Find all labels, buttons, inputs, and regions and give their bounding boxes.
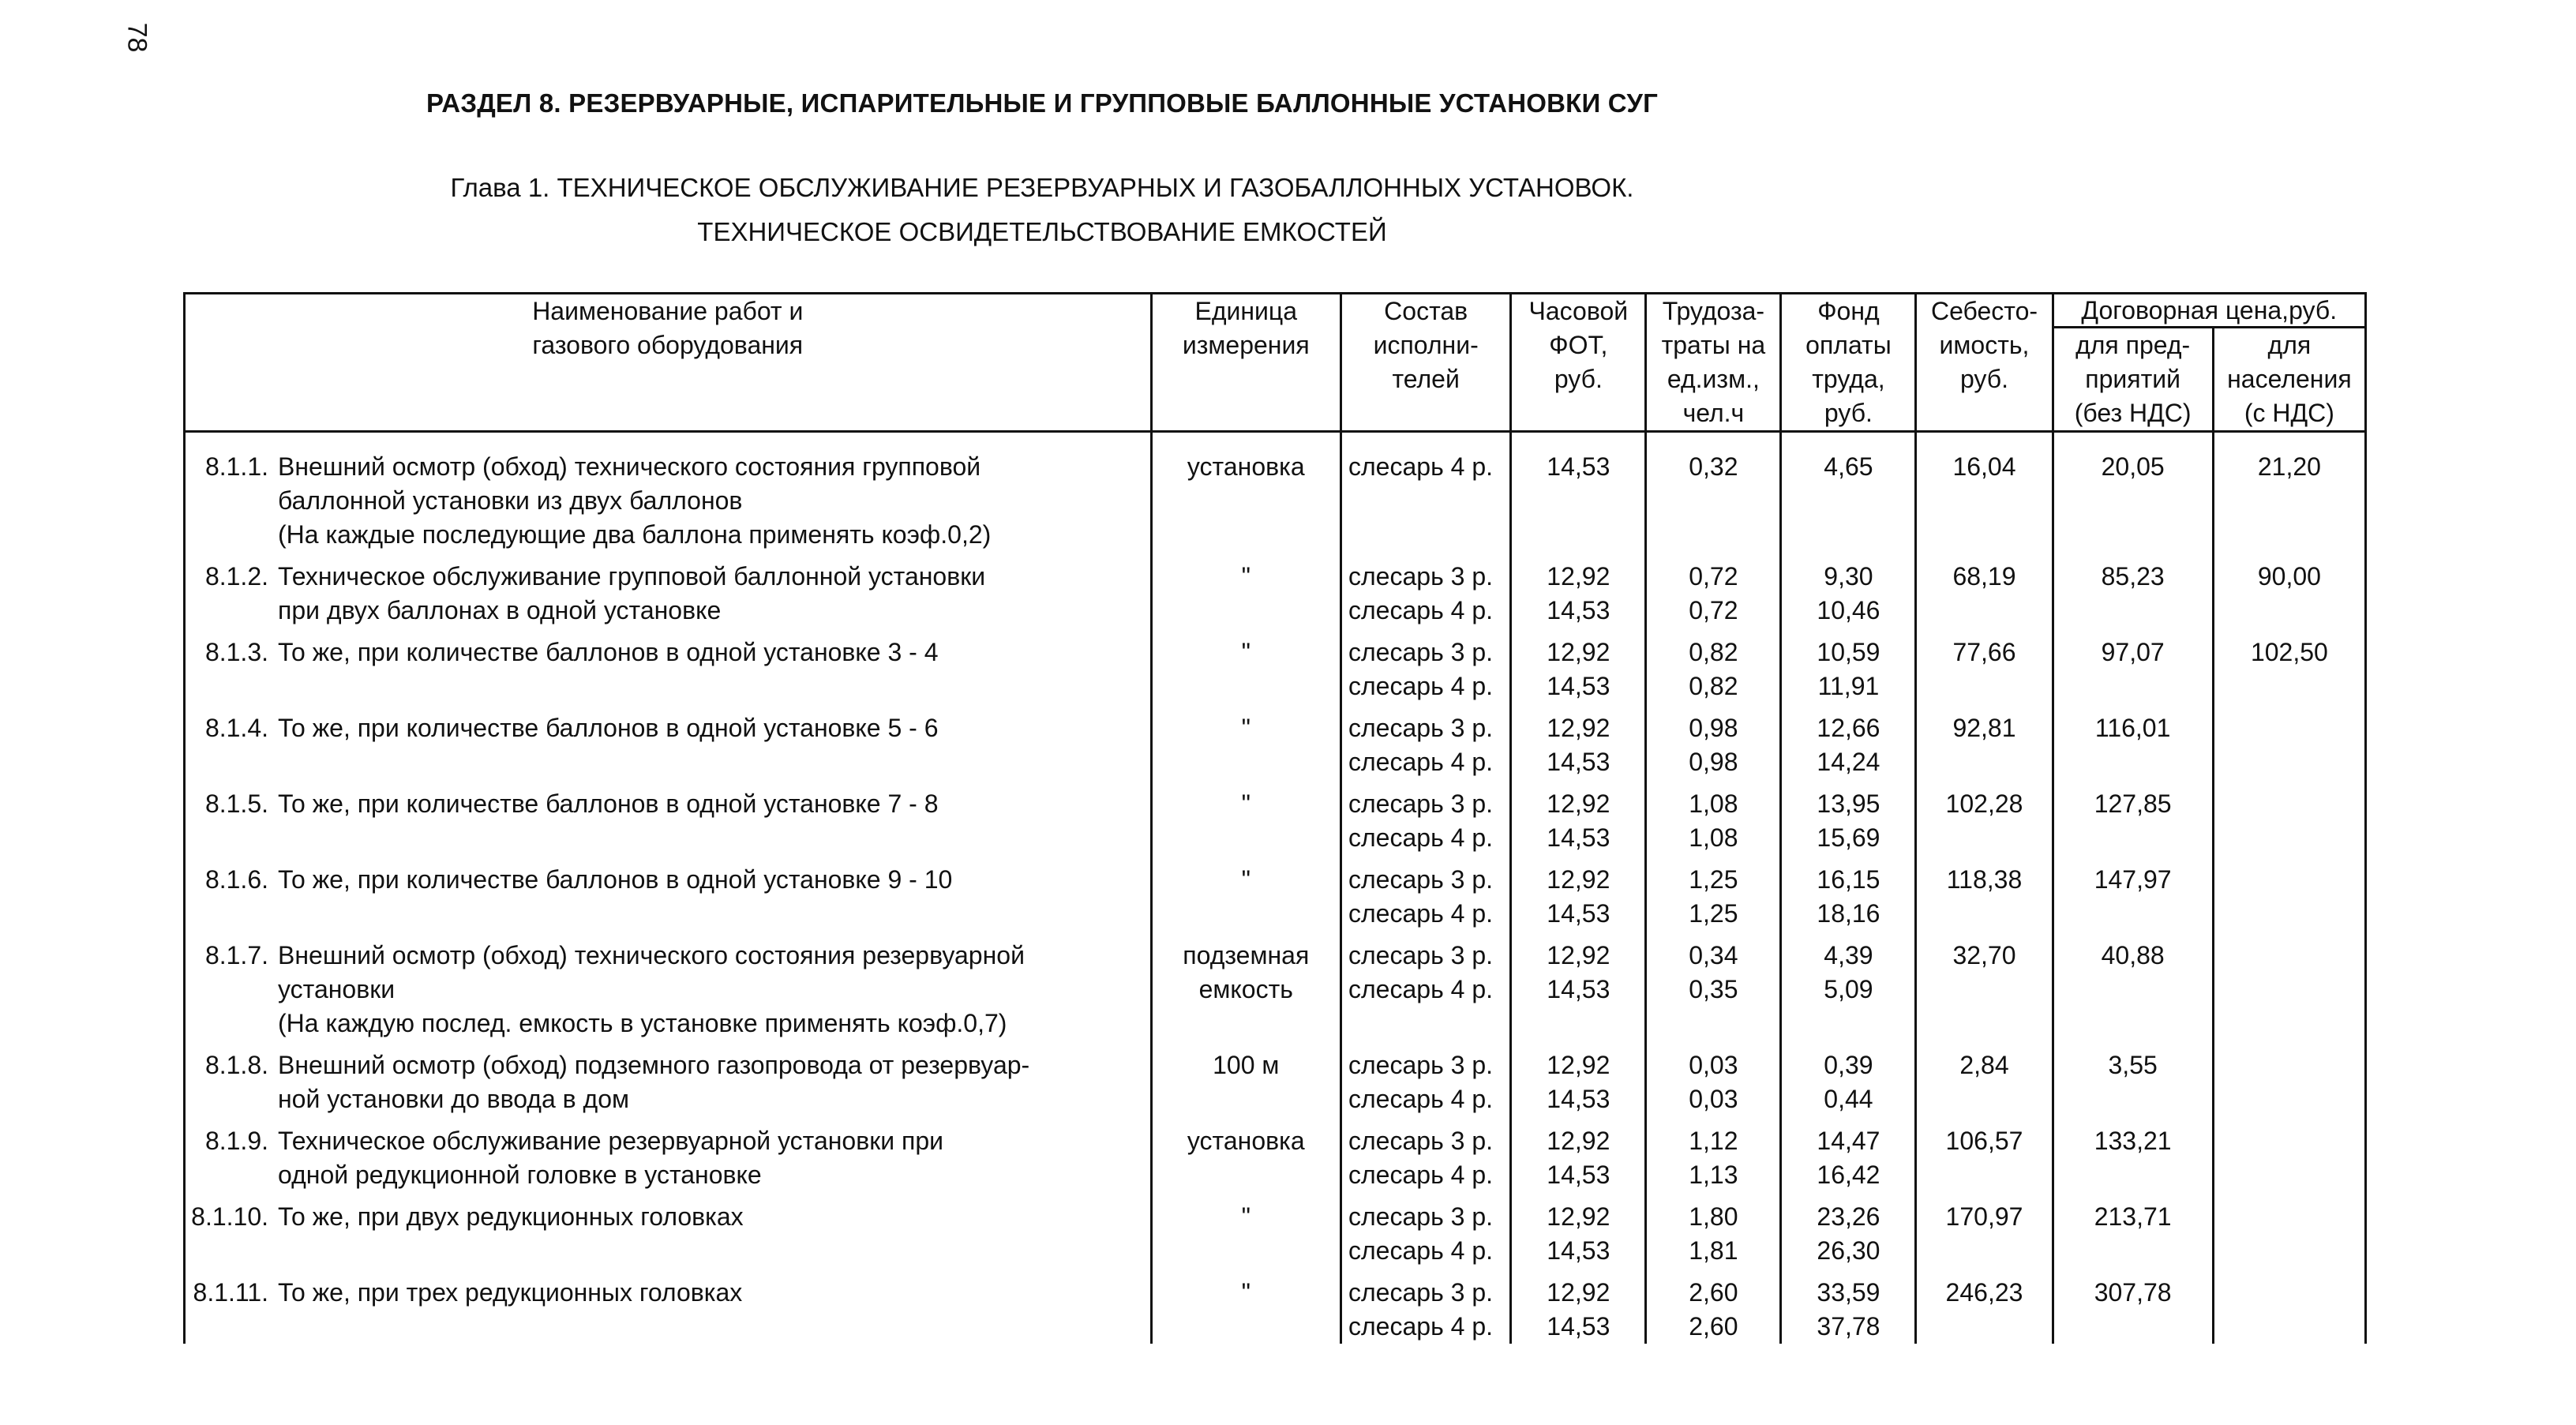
item-description: То же, при количестве баллонов в одной установке 5 - 6	[278, 714, 939, 742]
population-price-cell	[2213, 779, 2365, 855]
unit-cell: "	[1151, 1268, 1340, 1344]
item-code: 8.1.4.	[204, 714, 268, 742]
population-price-cell: 90,00	[2213, 552, 2365, 628]
pay-fund-cell: 33,59 37,78	[1781, 1268, 1916, 1344]
hourly-pay-cell: 12,92 14,53	[1511, 1192, 1646, 1268]
work-name-cell	[185, 628, 1152, 703]
table-row	[185, 779, 2366, 855]
pay-fund-cell: 0,39 0,44	[1781, 1041, 1916, 1116]
enterprise-price-cell: 133,21	[2053, 1116, 2213, 1192]
item-code: 8.1.2.	[204, 562, 268, 591]
item-description: Техническое обслуживание резервуарной установки при одной редукционной головке в установке	[278, 1127, 943, 1189]
labor-cell: 2,60 2,60	[1646, 1268, 1781, 1344]
work-name-cell	[185, 931, 1152, 1041]
executors-cell: слесарь 3 р. слесарь 4 р.	[1341, 703, 1511, 779]
cost-cell: 16,04	[1916, 432, 2053, 553]
unit-cell: установка	[1151, 1116, 1340, 1192]
section-title: РАЗДЕЛ 8. РЕЗЕРВУАРНЫЕ, ИСПАРИТЕЛЬНЫЕ И ГРУППОВЫЕ БАЛЛОННЫЕ УСТАНОВКИ СУГ	[426, 88, 1658, 118]
unit-cell: "	[1151, 703, 1340, 779]
header-hourly-pay: Часовой ФОТ, руб.	[1511, 294, 1646, 432]
price-table	[183, 292, 2367, 1344]
hourly-pay-cell: 12,92 14,53	[1511, 703, 1646, 779]
population-price-cell: 102,50	[2213, 628, 2365, 703]
item-description: Внешний осмотр (обход) технического состояния резервуарной установки (На каждую послед. емкость в установке применять коэф.0,7)	[278, 941, 1025, 1037]
cost-cell: 106,57	[1916, 1116, 2053, 1192]
unit-cell: "	[1151, 1192, 1340, 1268]
page-number: 78	[122, 22, 152, 53]
enterprise-price-cell: 97,07	[2053, 628, 2213, 703]
work-name-cell	[185, 703, 1152, 779]
population-price-cell	[2213, 1116, 2365, 1192]
table-row	[185, 1116, 2366, 1192]
item-description: Техническое обслуживание групповой баллонной установки при двух баллонах в одной установке	[278, 562, 986, 624]
work-name-cell	[185, 1116, 1152, 1192]
hourly-pay-cell: 12,92 14,53	[1511, 779, 1646, 855]
enterprise-price-cell: 40,88	[2053, 931, 2213, 1041]
unit-cell: 100 м	[1151, 1041, 1340, 1116]
work-name-cell	[185, 855, 1152, 931]
work-name-cell	[185, 1192, 1152, 1268]
table-row	[185, 931, 2366, 1041]
item-description: То же, при двух редукционных головках	[278, 1202, 744, 1231]
pay-fund-cell: 4,65	[1781, 432, 1916, 553]
hourly-pay-cell: 12,92 14,53	[1511, 1041, 1646, 1116]
table-body	[185, 432, 2366, 1344]
population-price-cell	[2213, 855, 2365, 931]
cost-cell: 32,70	[1916, 931, 2053, 1041]
population-price-cell	[2213, 1268, 2365, 1344]
executors-cell: слесарь 3 р. слесарь 4 р.	[1341, 1192, 1511, 1268]
unit-cell: подземная емкость	[1151, 931, 1340, 1041]
enterprise-price-cell: 213,71	[2053, 1192, 2213, 1268]
item-code: 8.1.11.	[193, 1278, 268, 1307]
labor-cell: 0,98 0,98	[1646, 703, 1781, 779]
item-description: Внешний осмотр (обход) технического состояния групповой баллонной установки из двух баллонов (На каждые последующие два баллона применять коэф.0,2)	[278, 452, 992, 549]
pay-fund-cell: 16,15 18,16	[1781, 855, 1916, 931]
cost-cell: 92,81	[1916, 703, 2053, 779]
cost-cell: 68,19	[1916, 552, 2053, 628]
table-row	[185, 552, 2366, 628]
chapter-title	[0, 166, 2084, 254]
item-code: 8.1.5.	[204, 789, 268, 818]
executors-cell: слесарь 3 р. слесарь 4 р.	[1341, 1041, 1511, 1116]
enterprise-price-cell: 85,23	[2053, 552, 2213, 628]
population-price-cell	[2213, 931, 2365, 1041]
enterprise-price-cell: 3,55	[2053, 1041, 2213, 1116]
labor-cell: 0,34 0,35	[1646, 931, 1781, 1041]
item-description: То же, при количестве баллонов в одной установке 7 - 8	[278, 789, 939, 818]
item-code: 8.1.9.	[204, 1127, 268, 1155]
unit-cell: "	[1151, 628, 1340, 703]
pay-fund-cell: 4,39 5,09	[1781, 931, 1916, 1041]
hourly-pay-cell: 12,92 14,53	[1511, 931, 1646, 1041]
labor-cell: 1,80 1,81	[1646, 1192, 1781, 1268]
hourly-pay-cell: 12,92 14,53	[1511, 855, 1646, 931]
table-row	[185, 628, 2366, 703]
header-executors: Состав исполни- телей	[1341, 294, 1511, 432]
header-contract-price: Договорная цена,руб.	[2053, 294, 2365, 328]
work-name-cell	[185, 432, 1152, 553]
unit-cell: "	[1151, 855, 1340, 931]
enterprise-price-cell: 20,05	[2053, 432, 2213, 553]
header-cost: Себесто- имость, руб.	[1916, 294, 2053, 432]
header-labor: Трудоза- траты на ед.изм., чел.ч	[1646, 294, 1781, 432]
executors-cell: слесарь 3 р. слесарь 4 р.	[1341, 1268, 1511, 1344]
chapter-title-line2: ТЕХНИЧЕСКОЕ ОСВИДЕТЕЛЬСТВОВАНИЕ ЕМКОСТЕЙ	[697, 217, 1387, 246]
cost-cell: 2,84	[1916, 1041, 2053, 1116]
pay-fund-cell: 14,47 16,42	[1781, 1116, 1916, 1192]
cost-cell: 246,23	[1916, 1268, 2053, 1344]
work-name-cell	[185, 1041, 1152, 1116]
population-price-cell	[2213, 703, 2365, 779]
item-description: То же, при количестве баллонов в одной установке 3 - 4	[278, 638, 939, 666]
cost-cell: 77,66	[1916, 628, 2053, 703]
table-row	[185, 703, 2366, 779]
pay-fund-cell: 23,26 26,30	[1781, 1192, 1916, 1268]
enterprise-price-cell: 127,85	[2053, 779, 2213, 855]
executors-cell: слесарь 3 р. слесарь 4 р.	[1341, 855, 1511, 931]
executors-cell: слесарь 3 р. слесарь 4 р.	[1341, 628, 1511, 703]
hourly-pay-cell: 12,92 14,53	[1511, 552, 1646, 628]
work-name-cell	[185, 779, 1152, 855]
labor-cell: 1,25 1,25	[1646, 855, 1781, 931]
table-row	[185, 1041, 2366, 1116]
header-unit: Единица измерения	[1151, 294, 1340, 432]
header-pay-fund: Фонд оплаты труда, руб.	[1781, 294, 1916, 432]
work-name-cell	[185, 1268, 1152, 1344]
pay-fund-cell: 9,30 10,46	[1781, 552, 1916, 628]
labor-cell: 0,82 0,82	[1646, 628, 1781, 703]
labor-cell: 0,32	[1646, 432, 1781, 553]
header-name: Наименование работ и газового оборудования	[185, 294, 1152, 432]
table-row	[185, 432, 2366, 553]
executors-cell: слесарь 3 р. слесарь 4 р.	[1341, 931, 1511, 1041]
labor-cell: 0,03 0,03	[1646, 1041, 1781, 1116]
cost-cell: 170,97	[1916, 1192, 2053, 1268]
cost-cell: 102,28	[1916, 779, 2053, 855]
item-description: То же, при трех редукционных головках	[278, 1278, 743, 1307]
enterprise-price-cell: 116,01	[2053, 703, 2213, 779]
unit-cell: "	[1151, 552, 1340, 628]
population-price-cell	[2213, 1041, 2365, 1116]
item-code: 8.1.6.	[204, 865, 268, 894]
item-description: То же, при количестве баллонов в одной установке 9 - 10	[278, 865, 953, 894]
table-row	[185, 855, 2366, 931]
executors-cell: слесарь 3 р. слесарь 4 р.	[1341, 552, 1511, 628]
pay-fund-cell: 12,66 14,24	[1781, 703, 1916, 779]
labor-cell: 1,08 1,08	[1646, 779, 1781, 855]
executors-cell: слесарь 3 р. слесарь 4 р.	[1341, 779, 1511, 855]
item-code: 8.1.1.	[204, 452, 268, 481]
labor-cell: 1,12 1,13	[1646, 1116, 1781, 1192]
population-price-cell: 21,20	[2213, 432, 2365, 553]
pay-fund-cell: 13,95 15,69	[1781, 779, 1916, 855]
item-description: Внешний осмотр (обход) подземного газопровода от резервуар- ной установки до ввода в дом	[278, 1051, 1030, 1113]
hourly-pay-cell: 12,92 14,53	[1511, 1116, 1646, 1192]
cost-cell: 118,38	[1916, 855, 2053, 931]
chapter-title-line1: Глава 1. ТЕХНИЧЕСКОЕ ОБСЛУЖИВАНИЕ РЕЗЕРВУАРНЫХ И ГАЗОБАЛЛОННЫХ УСТАНОВОК.	[450, 173, 1634, 202]
work-name-cell	[185, 552, 1152, 628]
population-price-cell	[2213, 1192, 2365, 1268]
labor-cell: 0,72 0,72	[1646, 552, 1781, 628]
item-code: 8.1.8.	[204, 1051, 268, 1079]
hourly-pay-cell: 12,92 14,53	[1511, 1268, 1646, 1344]
unit-cell: "	[1151, 779, 1340, 855]
header-population: для населения (с НДС)	[2213, 328, 2365, 432]
enterprise-price-cell: 147,97	[2053, 855, 2213, 931]
pay-fund-cell: 10,59 11,91	[1781, 628, 1916, 703]
hourly-pay-cell: 14,53	[1511, 432, 1646, 553]
item-code: 8.1.3.	[204, 638, 268, 666]
enterprise-price-cell: 307,78	[2053, 1268, 2213, 1344]
table-row	[185, 1268, 2366, 1344]
hourly-pay-cell: 12,92 14,53	[1511, 628, 1646, 703]
item-code: 8.1.10.	[191, 1202, 268, 1231]
item-code: 8.1.7.	[204, 941, 268, 969]
executors-cell: слесарь 3 р. слесарь 4 р.	[1341, 1116, 1511, 1192]
table-row	[185, 1192, 2366, 1268]
header-enterprise: для пред- приятий (без НДС)	[2053, 328, 2213, 432]
unit-cell: установка	[1151, 432, 1340, 553]
executors-cell: слесарь 4 р.	[1341, 432, 1511, 553]
